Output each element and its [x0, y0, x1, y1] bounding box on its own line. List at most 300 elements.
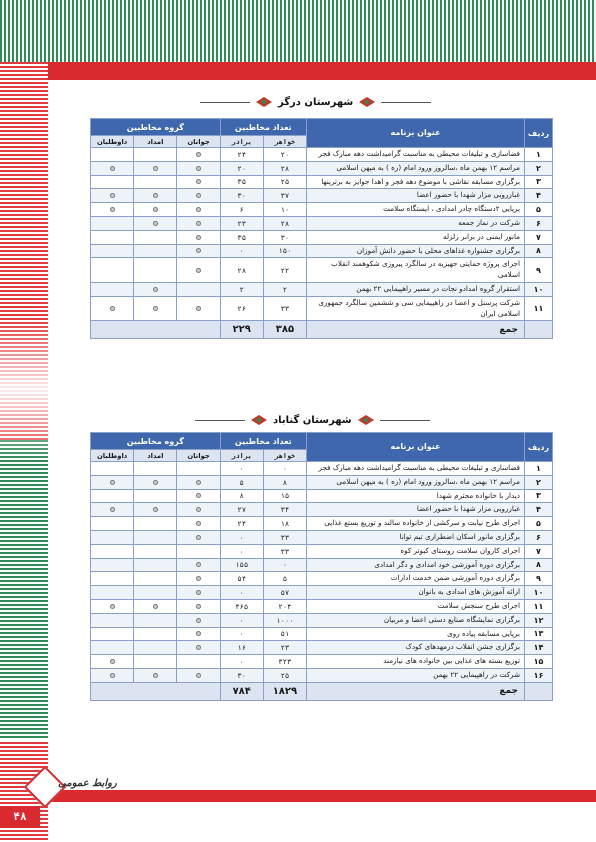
aid-mark	[134, 189, 177, 203]
table-row	[91, 148, 553, 162]
volunteers-mark	[91, 544, 134, 558]
ornament-icon	[359, 97, 375, 107]
female-count: ۲۸	[263, 216, 306, 230]
header-youth: جوانان	[177, 136, 220, 148]
row-number: ۶	[525, 216, 553, 230]
volunteers-mark	[91, 230, 134, 244]
aid-mark	[134, 462, 177, 476]
female-count: ۲۵	[263, 175, 306, 189]
bullet-mark-icon	[196, 207, 201, 212]
bullet-mark-icon	[196, 248, 201, 253]
table-row	[91, 613, 553, 627]
total-groups-empty	[91, 321, 221, 339]
female-count: ۰	[263, 462, 306, 476]
row-number: ۱	[525, 462, 553, 476]
row-number: ۱۵	[525, 655, 553, 669]
bullet-mark-icon	[110, 673, 115, 678]
aid-mark	[134, 544, 177, 558]
bullet-mark-icon	[196, 631, 201, 636]
youth-mark	[177, 462, 220, 476]
male-count: ۰	[220, 627, 263, 641]
program-title: مراسم ۱۲ بهمن ماه ،سالروز ورود امام (ره ) به میهن اسلامی	[307, 161, 525, 175]
table-row	[91, 641, 553, 655]
male-count: ۶	[220, 203, 263, 217]
header-audience-count: تعداد مخاطبین	[220, 433, 306, 450]
female-count: ۲۸	[263, 161, 306, 175]
male-count: ۱۵۵	[220, 558, 263, 572]
bullet-mark-icon	[196, 521, 201, 526]
youth-mark	[177, 599, 220, 613]
table-row	[91, 203, 553, 217]
table-row	[91, 668, 553, 682]
aid-mark	[134, 282, 177, 296]
volunteers-mark	[91, 558, 134, 572]
header-volunteers: داوطلبان	[91, 450, 134, 462]
male-count: ۸	[220, 489, 263, 503]
bullet-mark-icon	[196, 618, 201, 623]
table-row	[91, 655, 553, 669]
total-row	[91, 682, 553, 700]
male-count: ۳۰	[220, 668, 263, 682]
page-number: ۴۸	[0, 806, 40, 828]
aid-mark	[134, 296, 177, 321]
bullet-mark-icon	[196, 590, 201, 595]
table-row	[91, 175, 553, 189]
section-title-text: شهرستان گناباد	[273, 414, 352, 426]
bullet-mark-icon	[110, 207, 115, 212]
female-count: ۱۰	[263, 203, 306, 217]
female-count: ۲۲	[263, 258, 306, 283]
program-title: دیدار با خانواده محترم شهدا	[307, 489, 525, 503]
youth-mark	[177, 558, 220, 572]
row-number: ۱۲	[525, 613, 553, 627]
bullet-mark-icon	[153, 193, 158, 198]
bullet-mark-icon	[196, 673, 201, 678]
male-count: ۰	[220, 244, 263, 258]
section-title-dargaz	[200, 92, 431, 112]
header-male: برادر	[220, 450, 263, 462]
male-count: ۲۸	[220, 258, 263, 283]
volunteers-mark	[91, 462, 134, 476]
program-title: شرکت پرسنل و اعضا در راهپیمایی سی و ششمین سالگرد جمهوری اسلامی ایران	[307, 296, 525, 321]
row-number: ۱۱	[525, 599, 553, 613]
program-title: شرکت در نماز جمعه	[307, 216, 525, 230]
total-groups-empty	[91, 682, 221, 700]
program-table-dargaz	[90, 118, 553, 339]
program-title: برگزاری دوره آموزشی ضمن خدمت ادارات	[307, 572, 525, 586]
bullet-mark-icon	[196, 268, 201, 273]
aid-mark	[134, 627, 177, 641]
female-count: ۳۲۳	[263, 655, 306, 669]
bullet-mark-icon	[153, 306, 158, 311]
volunteers-mark	[91, 296, 134, 321]
male-count: ۲	[220, 282, 263, 296]
youth-mark	[177, 572, 220, 586]
bullet-mark-icon	[196, 507, 201, 512]
male-count: ۲۰	[220, 161, 263, 175]
volunteers-mark	[91, 148, 134, 162]
youth-mark	[177, 530, 220, 544]
female-count: ۸	[263, 475, 306, 489]
aid-mark	[134, 216, 177, 230]
row-number: ۶	[525, 530, 553, 544]
row-number: ۷	[525, 230, 553, 244]
youth-mark	[177, 203, 220, 217]
bullet-mark-icon	[110, 480, 115, 485]
aid-mark	[134, 148, 177, 162]
female-count: ۲۰۴	[263, 599, 306, 613]
volunteers-mark	[91, 641, 134, 655]
bullet-mark-icon	[196, 179, 201, 184]
row-number: ۹	[525, 572, 553, 586]
female-count: ۳۴	[263, 503, 306, 517]
youth-mark	[177, 244, 220, 258]
male-count: ۱۶	[220, 641, 263, 655]
aid-mark	[134, 203, 177, 217]
bullet-mark-icon	[196, 166, 201, 171]
youth-mark	[177, 258, 220, 283]
table-row	[91, 462, 553, 476]
program-title: غبارروبی مزار شهدا با حضور اعضا	[307, 189, 525, 203]
aid-mark	[134, 517, 177, 531]
bullet-mark-icon	[196, 493, 201, 498]
left-stripe-fade	[0, 320, 48, 460]
female-count: ۵۱	[263, 627, 306, 641]
aid-mark	[134, 641, 177, 655]
table-row	[91, 489, 553, 503]
program-title: استقرار گروه امدادو نجات در مسیر راهپیمایی ۲۲ بهمن	[307, 282, 525, 296]
bullet-mark-icon	[153, 221, 158, 226]
program-title: فضاسازی و تبلیغات محیطی به مناسبت گرامیداشت دهه مبارک فجر	[307, 462, 525, 476]
aid-mark	[134, 161, 177, 175]
male-count: ۵	[220, 475, 263, 489]
left-green-stripes	[0, 440, 48, 740]
male-count: ۳۰	[220, 189, 263, 203]
bullet-mark-icon	[196, 480, 201, 485]
row-number: ۱۶	[525, 668, 553, 682]
bullet-mark-icon	[153, 673, 158, 678]
row-number: ۸	[525, 558, 553, 572]
aid-mark	[134, 530, 177, 544]
aid-mark	[134, 230, 177, 244]
program-title: ارائه آموزش های امدادی به بانوان	[307, 586, 525, 600]
program-title: برگزاری مانور اسکان اضطراری تیم توانا	[307, 530, 525, 544]
header-program-title: عنوان برنامه	[307, 119, 525, 148]
row-number: ۴	[525, 189, 553, 203]
aid-mark	[134, 503, 177, 517]
youth-mark	[177, 216, 220, 230]
volunteers-mark	[91, 627, 134, 641]
female-count: ۱۰۰۰	[263, 613, 306, 627]
youth-mark	[177, 655, 220, 669]
table-row	[91, 296, 553, 321]
bullet-mark-icon	[196, 221, 201, 226]
youth-mark	[177, 161, 220, 175]
row-number: ۷	[525, 544, 553, 558]
volunteers-mark	[91, 161, 134, 175]
row-number: ۲	[525, 161, 553, 175]
program-title: فضاسازی و تبلیغات محیطی به مناسبت گرامیداشت دهه مبارک فجر	[307, 148, 525, 162]
male-count: ۲۶	[220, 296, 263, 321]
aid-mark	[134, 572, 177, 586]
female-count: ۲	[263, 282, 306, 296]
volunteers-mark	[91, 475, 134, 489]
male-count: ۰	[220, 655, 263, 669]
total-label: جمع	[307, 321, 525, 339]
program-title: برگزاری جشنواره غذاهای محلی با حضور دانش آموزان	[307, 244, 525, 258]
volunteers-mark	[91, 613, 134, 627]
aid-mark	[134, 586, 177, 600]
female-count: ۵۷	[263, 586, 306, 600]
total-male: ۲۲۹	[220, 321, 263, 339]
row-number: ۸	[525, 244, 553, 258]
program-title: اجرای طرح سنجش سلامت	[307, 599, 525, 613]
aid-mark	[134, 258, 177, 283]
bottom-red-band	[48, 790, 596, 802]
bullet-mark-icon	[110, 604, 115, 609]
volunteers-mark	[91, 282, 134, 296]
male-count: ۳۵	[220, 230, 263, 244]
program-title: برگزاری مسابقه نقاشی با موضوع دهه فجر و اهدا جوایز به برترینها	[307, 175, 525, 189]
youth-mark	[177, 586, 220, 600]
row-number: ۱۰	[525, 586, 553, 600]
table-row	[91, 503, 553, 517]
row-number: ۹	[525, 258, 553, 283]
volunteers-mark	[91, 599, 134, 613]
program-table-gonabad	[90, 432, 553, 701]
volunteers-mark	[91, 668, 134, 682]
youth-mark	[177, 175, 220, 189]
youth-mark	[177, 668, 220, 682]
volunteers-mark	[91, 258, 134, 283]
volunteers-mark	[91, 489, 134, 503]
female-count: ۳۳	[263, 530, 306, 544]
total-label: جمع	[307, 682, 525, 700]
female-count: ۰	[263, 558, 306, 572]
row-number: ۵	[525, 517, 553, 531]
bullet-mark-icon	[196, 535, 201, 540]
female-count: ۳۳	[263, 296, 306, 321]
male-count: ۳۵	[220, 175, 263, 189]
total-female: ۱۸۲۹	[263, 682, 306, 700]
ornament-icon	[251, 415, 267, 425]
female-count: ۱۸	[263, 517, 306, 531]
bullet-mark-icon	[196, 604, 201, 609]
bullet-mark-icon	[196, 306, 201, 311]
top-decorative-stripes	[0, 0, 596, 62]
program-title: اجرای طرح نیابت و سرکشی از خانواده سالند و توزیع بستع غذایی	[307, 517, 525, 531]
program-title: برگزاری دوره آموزشی خود امدادی و دگر امدادی	[307, 558, 525, 572]
ornament-icon	[256, 97, 272, 107]
brand-label: روابط عمومی	[58, 778, 117, 789]
female-count: ۲۳	[263, 641, 306, 655]
table-row	[91, 586, 553, 600]
table-row	[91, 216, 553, 230]
header-youth: جوانان	[177, 450, 220, 462]
volunteers-mark	[91, 530, 134, 544]
header-audience-groups: گروه مخاطبین	[91, 119, 221, 136]
title-rule-right	[381, 102, 431, 103]
aid-mark	[134, 489, 177, 503]
total-row-empty	[525, 321, 553, 339]
table-row	[91, 230, 553, 244]
youth-mark	[177, 230, 220, 244]
aid-mark	[134, 244, 177, 258]
section-title-gonabad	[195, 410, 430, 430]
volunteers-mark	[91, 572, 134, 586]
volunteers-mark	[91, 586, 134, 600]
table-row	[91, 627, 553, 641]
program-title: اجرای پروژه حمایتی جهیزیه در سالگرد پیروزی شکوهمند انقلاب اسلامی	[307, 258, 525, 283]
female-count: ۱۵۰	[263, 244, 306, 258]
total-female: ۳۸۵	[263, 321, 306, 339]
bullet-mark-icon	[153, 287, 158, 292]
header-audience-count: تعداد مخاطبین	[220, 119, 306, 136]
header-aid: امداد	[134, 450, 177, 462]
aid-mark	[134, 175, 177, 189]
youth-mark	[177, 517, 220, 531]
bullet-mark-icon	[153, 507, 158, 512]
total-row-empty	[525, 682, 553, 700]
volunteers-mark	[91, 175, 134, 189]
female-count: ۳۳	[263, 544, 306, 558]
youth-mark	[177, 503, 220, 517]
volunteers-mark	[91, 203, 134, 217]
row-number: ۳	[525, 489, 553, 503]
bullet-mark-icon	[153, 604, 158, 609]
youth-mark	[177, 641, 220, 655]
youth-mark	[177, 296, 220, 321]
title-rule-left	[200, 102, 250, 103]
bullet-mark-icon	[110, 193, 115, 198]
aid-mark	[134, 655, 177, 669]
male-count: ۰	[220, 613, 263, 627]
total-male: ۷۸۴	[220, 682, 263, 700]
ornament-icon	[358, 415, 374, 425]
section-title-text: شهرستان درگز	[278, 96, 354, 108]
youth-mark	[177, 282, 220, 296]
female-count: ۳۷	[263, 189, 306, 203]
bullet-mark-icon	[196, 562, 201, 567]
female-count: ۳۰	[263, 230, 306, 244]
row-number: ۵	[525, 203, 553, 217]
header-male: برادر	[220, 136, 263, 148]
volunteers-mark	[91, 517, 134, 531]
youth-mark	[177, 544, 220, 558]
bullet-mark-icon	[110, 166, 115, 171]
row-number: ۱۳	[525, 627, 553, 641]
program-title: غبارروبی مزار شهدا با حضور اعضا	[307, 503, 525, 517]
youth-mark	[177, 189, 220, 203]
row-number: ۱۰	[525, 282, 553, 296]
volunteers-mark	[91, 503, 134, 517]
row-number: ۳	[525, 175, 553, 189]
header-aid: امداد	[134, 136, 177, 148]
aid-mark	[134, 475, 177, 489]
table-row	[91, 244, 553, 258]
row-number: ۴	[525, 503, 553, 517]
program-title: برپایی مسابقه پیاده روی	[307, 627, 525, 641]
header-volunteers: داوطلبان	[91, 136, 134, 148]
row-number: ۱۴	[525, 641, 553, 655]
male-count: ۲۷	[220, 503, 263, 517]
male-count: ۵۴	[220, 572, 263, 586]
volunteers-mark	[91, 216, 134, 230]
bullet-mark-icon	[110, 659, 115, 664]
program-title: برگزاری نمایشگاه صنایع دستی اعضا و مربیان	[307, 613, 525, 627]
table-row	[91, 544, 553, 558]
youth-mark	[177, 475, 220, 489]
table-row	[91, 572, 553, 586]
female-count: ۵	[263, 572, 306, 586]
header-female: خواهر	[263, 136, 306, 148]
male-count: ۰	[220, 462, 263, 476]
table-row	[91, 558, 553, 572]
table-row	[91, 530, 553, 544]
row-number: ۱	[525, 148, 553, 162]
header-program-title: عنوان برنامه	[307, 433, 525, 462]
row-number: ۱۱	[525, 296, 553, 321]
volunteers-mark	[91, 244, 134, 258]
header-row-number: ردیف	[525, 433, 553, 462]
bullet-mark-icon	[110, 306, 115, 311]
youth-mark	[177, 489, 220, 503]
top-red-band	[48, 62, 596, 80]
table-row	[91, 282, 553, 296]
total-row	[91, 321, 553, 339]
female-count: ۱۵	[263, 489, 306, 503]
table-row	[91, 517, 553, 531]
bullet-mark-icon	[196, 576, 201, 581]
youth-mark	[177, 613, 220, 627]
bullet-mark-icon	[196, 645, 201, 650]
title-rule-right	[380, 420, 430, 421]
female-count: ۲۵	[263, 668, 306, 682]
male-count: ۲۴	[220, 517, 263, 531]
volunteers-mark	[91, 655, 134, 669]
program-title: شرکت در راهپیمایی ۲۲ بهمن	[307, 668, 525, 682]
youth-mark	[177, 627, 220, 641]
male-count: ۴۶۵	[220, 599, 263, 613]
title-rule-left	[195, 420, 245, 421]
bullet-mark-icon	[153, 207, 158, 212]
table-row	[91, 475, 553, 489]
header-female: خواهر	[263, 450, 306, 462]
volunteers-mark	[91, 189, 134, 203]
program-title: مانور ایمنی در برابر زلزله	[307, 230, 525, 244]
program-title: توزیع بسته های غذایی بین خانواده های نیازمند	[307, 655, 525, 669]
row-number: ۲	[525, 475, 553, 489]
program-title: اجرای کاروان سلامت روستای کبوتر کوه	[307, 544, 525, 558]
program-title: برپایی ۲دستگاه چادر امدادی ، ایستگاه سلامت	[307, 203, 525, 217]
table-row	[91, 599, 553, 613]
bullet-mark-icon	[196, 193, 201, 198]
aid-mark	[134, 558, 177, 572]
male-count: ۰	[220, 530, 263, 544]
bullet-mark-icon	[153, 166, 158, 171]
male-count: ۲۴	[220, 148, 263, 162]
bullet-mark-icon	[196, 235, 201, 240]
program-title: مراسم ۱۲ بهمن ماه ،سالروز ورود امام (ره ) به میهن اسلامی	[307, 475, 525, 489]
male-count: ۰	[220, 586, 263, 600]
bullet-mark-icon	[110, 507, 115, 512]
header-row-number: ردیف	[525, 119, 553, 148]
male-count: ۰	[220, 544, 263, 558]
bullet-mark-icon	[196, 152, 201, 157]
aid-mark	[134, 613, 177, 627]
female-count: ۲۰	[263, 148, 306, 162]
header-audience-groups: گروه مخاطبین	[91, 433, 221, 450]
